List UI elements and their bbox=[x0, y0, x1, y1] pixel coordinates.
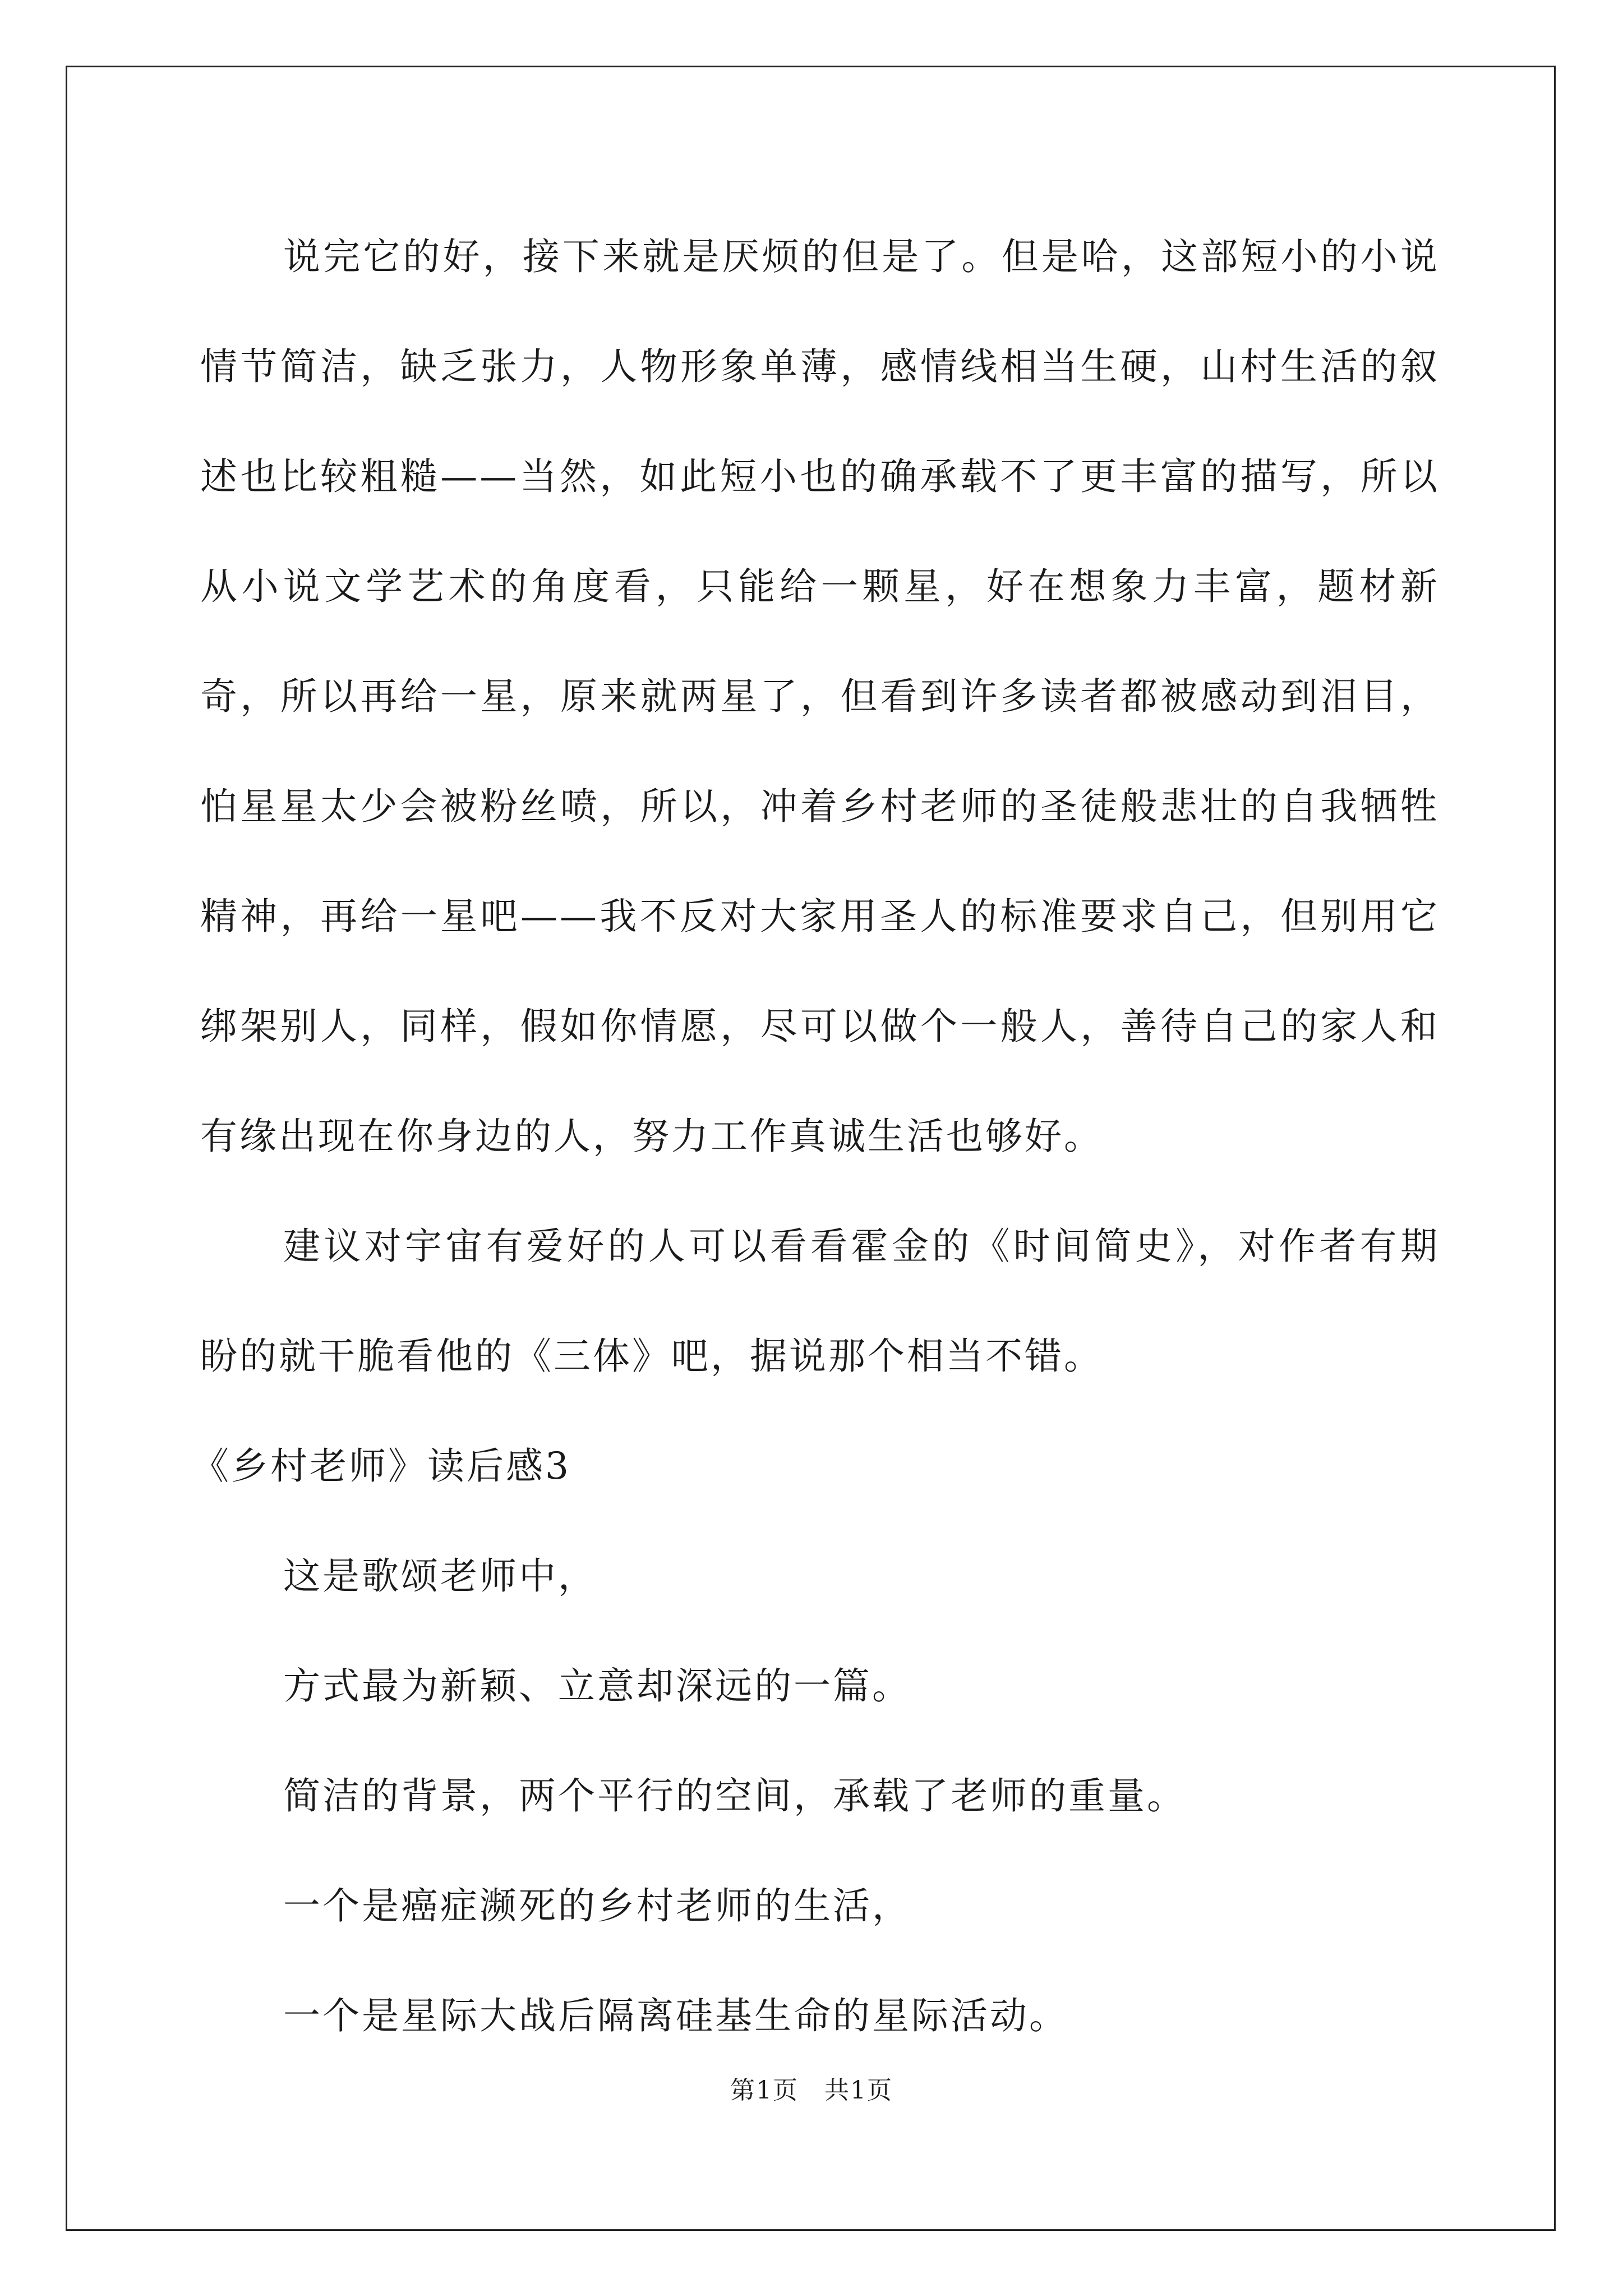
document-body bbox=[192, 202, 1440, 2071]
page-number: 第1页 共1页 bbox=[730, 2076, 893, 2105]
section-title: 《乡村老师》读后感3 bbox=[192, 1444, 571, 1488]
text-line: 这是歌颂老师中， bbox=[283, 1554, 597, 1598]
text-line: 一个是星际大战后隔离硅基生命的星际活动。 bbox=[283, 1994, 1068, 2037]
text-line: 一个是癌症濒死的乡村老师的生活， bbox=[283, 1884, 911, 1927]
text-line: 方式最为新颖、立意却深远的一篇。 bbox=[283, 1664, 911, 1708]
paragraph-recommendation: 建议对宇宙有爱好的人可以看看霍金的《时间简史》，对作者有期盼的就干脆看他的《三体》吧，据说那个相当不错。 bbox=[200, 1225, 1440, 1378]
text-line: 简洁的背景，两个平行的空间，承载了老师的重量。 bbox=[283, 1774, 1186, 1818]
paragraph-review: 说完它的好，接下来就是厌烦的但是了。但是哈，这部短小的小说情节简洁，缺乏张力，人物形象单薄，感情线相当生硬，山村生活的叙述也比较粗糙——当然，如此短小也的确承载不了更丰富的描写，所以从小说文学艺术的角度看，只能给一颗星，好在想象力丰富，题材新奇，所以再给一星，原来就两星了，但看到许多读者都被感动到泪目，怕星星太少会被粉丝喷，所以，冲着乡村老师的圣徒般悲壮的自我牺牲精神，再给一星吧——我不反对大家用圣人的标准要求自己，但别用它绑架别人，同样，假如你情愿，尽可以做个一般人，善待自己的家人和有缘出现在你身边的人，努力工作真诚生活也够好。 bbox=[200, 235, 1440, 1158]
